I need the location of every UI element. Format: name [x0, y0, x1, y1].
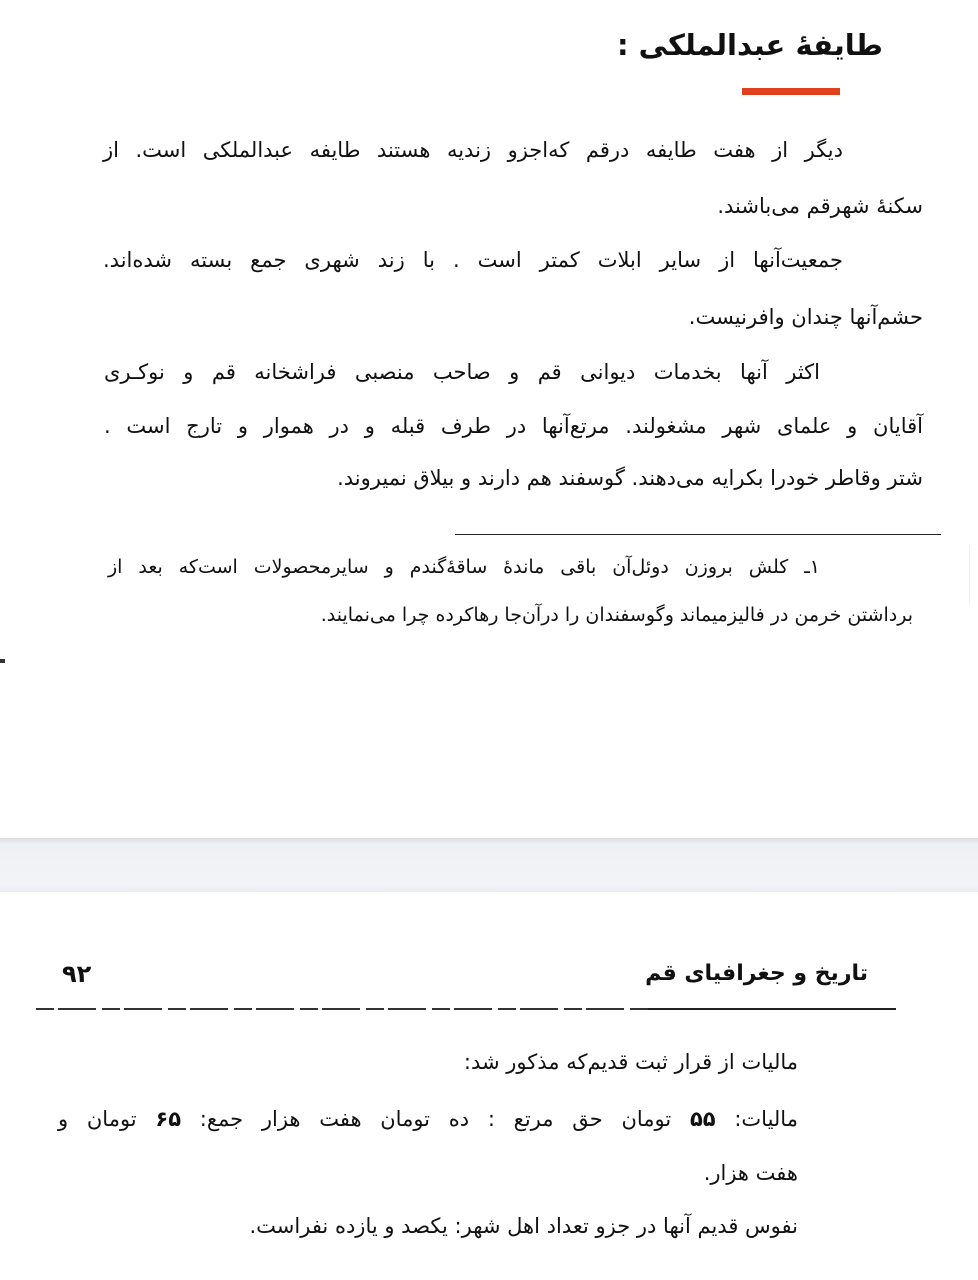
section-title: طایفهٔ عبدالملکی : — [616, 28, 883, 62]
running-head: تاریخ و جغرافیای قم — [645, 961, 868, 986]
body-line-taxes — [58, 1109, 798, 1130]
scan-edge — [969, 545, 970, 605]
page-separator-gap — [0, 838, 978, 892]
footnote-line: برداشتن خرمن در فالیزمیماند وگوسفندان را درآن‌جا رهاکرده چرا می‌نمایند. — [320, 604, 913, 626]
body-line: مالیات از قرار ثبت قدیم‌که مذکور شد: — [463, 1050, 798, 1074]
title-accent-underline — [742, 88, 840, 95]
footnote-separator — [455, 534, 941, 535]
header-rule-solid — [648, 1008, 896, 1010]
paragraph-line: اکثر آنها بخدمات دیوانی قم و صاحب منصبی فراشخانه قم و نوکـری — [104, 360, 820, 384]
taxes-label: مالیات: — [734, 1107, 798, 1131]
paragraph-line: سکنهٔ شهرقم می‌باشند. — [717, 194, 923, 218]
body-line-population: نفوس قدیم آنها در جزو تعداد اهل شهر: یکصد و یازده نفراست. — [249, 1214, 798, 1238]
footnote-line: ۱ـ کلش بروزن دوئل‌آن باقی ماندهٔ ساقهٔ‌گندم و سایرمحصولات است‌که بعد از — [108, 556, 820, 578]
scan-artifact — [0, 659, 5, 663]
paragraph-line: حشم‌آنها چندان وافرنیست. — [688, 305, 923, 329]
taxes-text-end: تومان و — [58, 1107, 137, 1131]
paragraph-line: شتر وقاطر خودرا بکرایه می‌دهند. گوسفند هم دارند و بیلاق نمیروند. — [337, 466, 923, 490]
body-line: هفت هزار. — [703, 1161, 798, 1185]
paragraph-line: دیگر از هفت طایفه درقم که‌اجزو زندیه هستند طایفه عبدالملکی است. از — [103, 138, 843, 162]
paragraph-line: آقایان و علمای شهر مشغولند. مرتع‌آنها در طرف قبله و در هموار و تارج است . — [104, 414, 923, 438]
page-number: ۹۲ — [62, 960, 92, 988]
paragraph-line: جمعیت‌آنها از سایر ابلات کمتر است . با زند شهری جمع بسته شده‌اند. — [103, 248, 843, 272]
pasture-amount: ۵۵ — [689, 1107, 716, 1131]
total-amount: ۶۵ — [155, 1107, 182, 1131]
taxes-text: تومان حق مرتع : ده تومان هفت هزار جمع: — [199, 1107, 672, 1131]
